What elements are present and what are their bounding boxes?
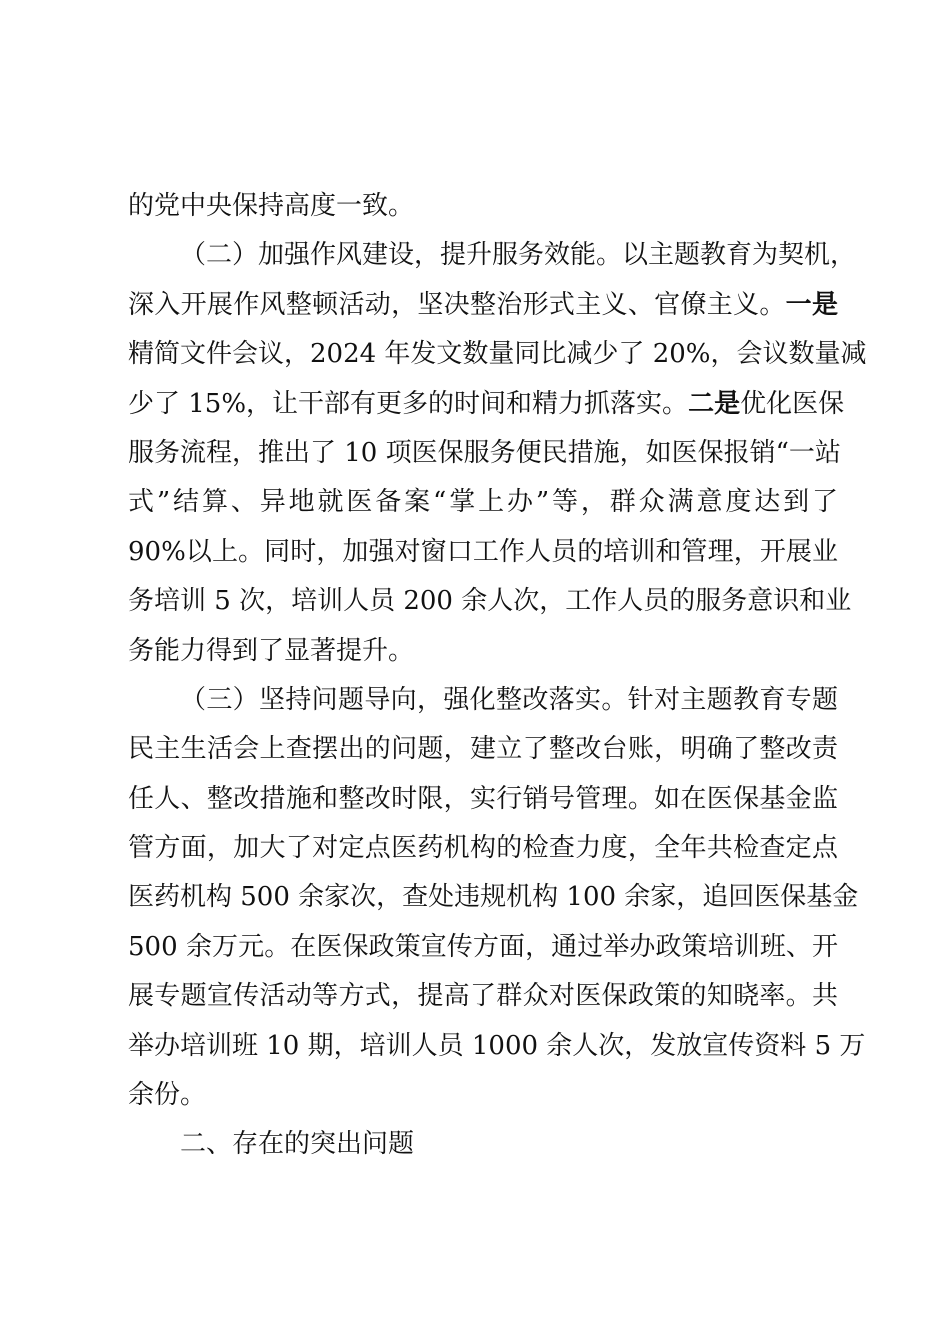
text-line xyxy=(128,873,859,922)
text-line xyxy=(128,1022,866,1071)
text-line xyxy=(128,923,838,972)
text-segment: 500 余万元。在医保政策宣传方面，通过举办政策培训班、开 xyxy=(128,931,838,962)
text-segment: 务培训 5 次，培训人员 200 余人次，工作人员的服务意识和业 xyxy=(128,586,852,617)
paragraph-first-line xyxy=(128,676,838,725)
text-line xyxy=(128,627,838,676)
text-line xyxy=(128,824,838,873)
text-line xyxy=(128,725,838,774)
text-segment: 展专题宣传活动等方式，提高了群众对医保政策的知晓率。共 xyxy=(128,981,838,1012)
text-segment: 服务流程，推出了 10 项医保服务便民措施，如医保报销“一站 xyxy=(128,437,841,468)
text-line xyxy=(128,1071,838,1120)
text-segment: 优化医保 xyxy=(740,388,845,419)
text-segment: 深入开展作风整顿活动，坚决整治形式主义、官僚主义。 xyxy=(128,289,786,320)
paragraph-first-line xyxy=(128,231,857,280)
bold-marker: 二是 xyxy=(688,388,741,419)
text-line xyxy=(128,380,845,429)
text-segment: 管方面，加大了对定点医药机构的检查力度，全年共检查定点 xyxy=(128,833,838,864)
text-line xyxy=(128,528,838,577)
text-segment: 举办培训班 10 期，培训人员 1000 余人次，发放宣传资料 5 万 xyxy=(128,1030,866,1061)
text-line xyxy=(128,429,841,478)
text-segment: 医药机构 500 余家次，查处违规机构 100 余家，追回医保基金 xyxy=(128,882,859,913)
text-line xyxy=(128,182,838,231)
text-segment: 任人、整改措施和整改时限，实行销号管理。如在医保基金监 xyxy=(128,783,838,814)
text-line xyxy=(128,330,867,379)
text-line xyxy=(128,281,838,330)
text-line xyxy=(128,577,852,626)
paragraph-first-line xyxy=(128,1120,838,1169)
text-segment: 式”结算、异地就医备案“掌上办”等，群众满意度达到了 xyxy=(128,487,838,518)
text-segment: 的党中央保持高度一致。 xyxy=(128,191,415,221)
document-page xyxy=(128,182,867,1170)
text-segment: （三）坚持问题导向，强化整改落实。针对主题教育专题 xyxy=(180,684,838,715)
text-segment: （二）加强作风建设，提升服务效能。以主题教育为契机， xyxy=(180,240,857,271)
text-segment: 90%以上。同时，加强对窗口工作人员的培训和管理，开展业 xyxy=(128,536,838,567)
text-segment: 精简文件会议，2024 年发文数量同比减少了 20%，会议数量减 xyxy=(128,339,867,370)
text-segment: 二、存在的突出问题 xyxy=(180,1129,415,1160)
text-line xyxy=(128,972,838,1021)
bold-marker: 一是 xyxy=(785,289,838,320)
text-segment: 民主生活会上查摆出的问题，建立了整改台账，明确了整改责 xyxy=(128,734,838,765)
text-line xyxy=(128,775,838,824)
text-segment: 余份。 xyxy=(128,1080,207,1111)
text-line xyxy=(128,478,838,527)
text-segment: 务能力得到了显著提升。 xyxy=(128,635,415,666)
text-segment: 少了 15%，让干部有更多的时间和精力抓落实。 xyxy=(128,388,689,419)
